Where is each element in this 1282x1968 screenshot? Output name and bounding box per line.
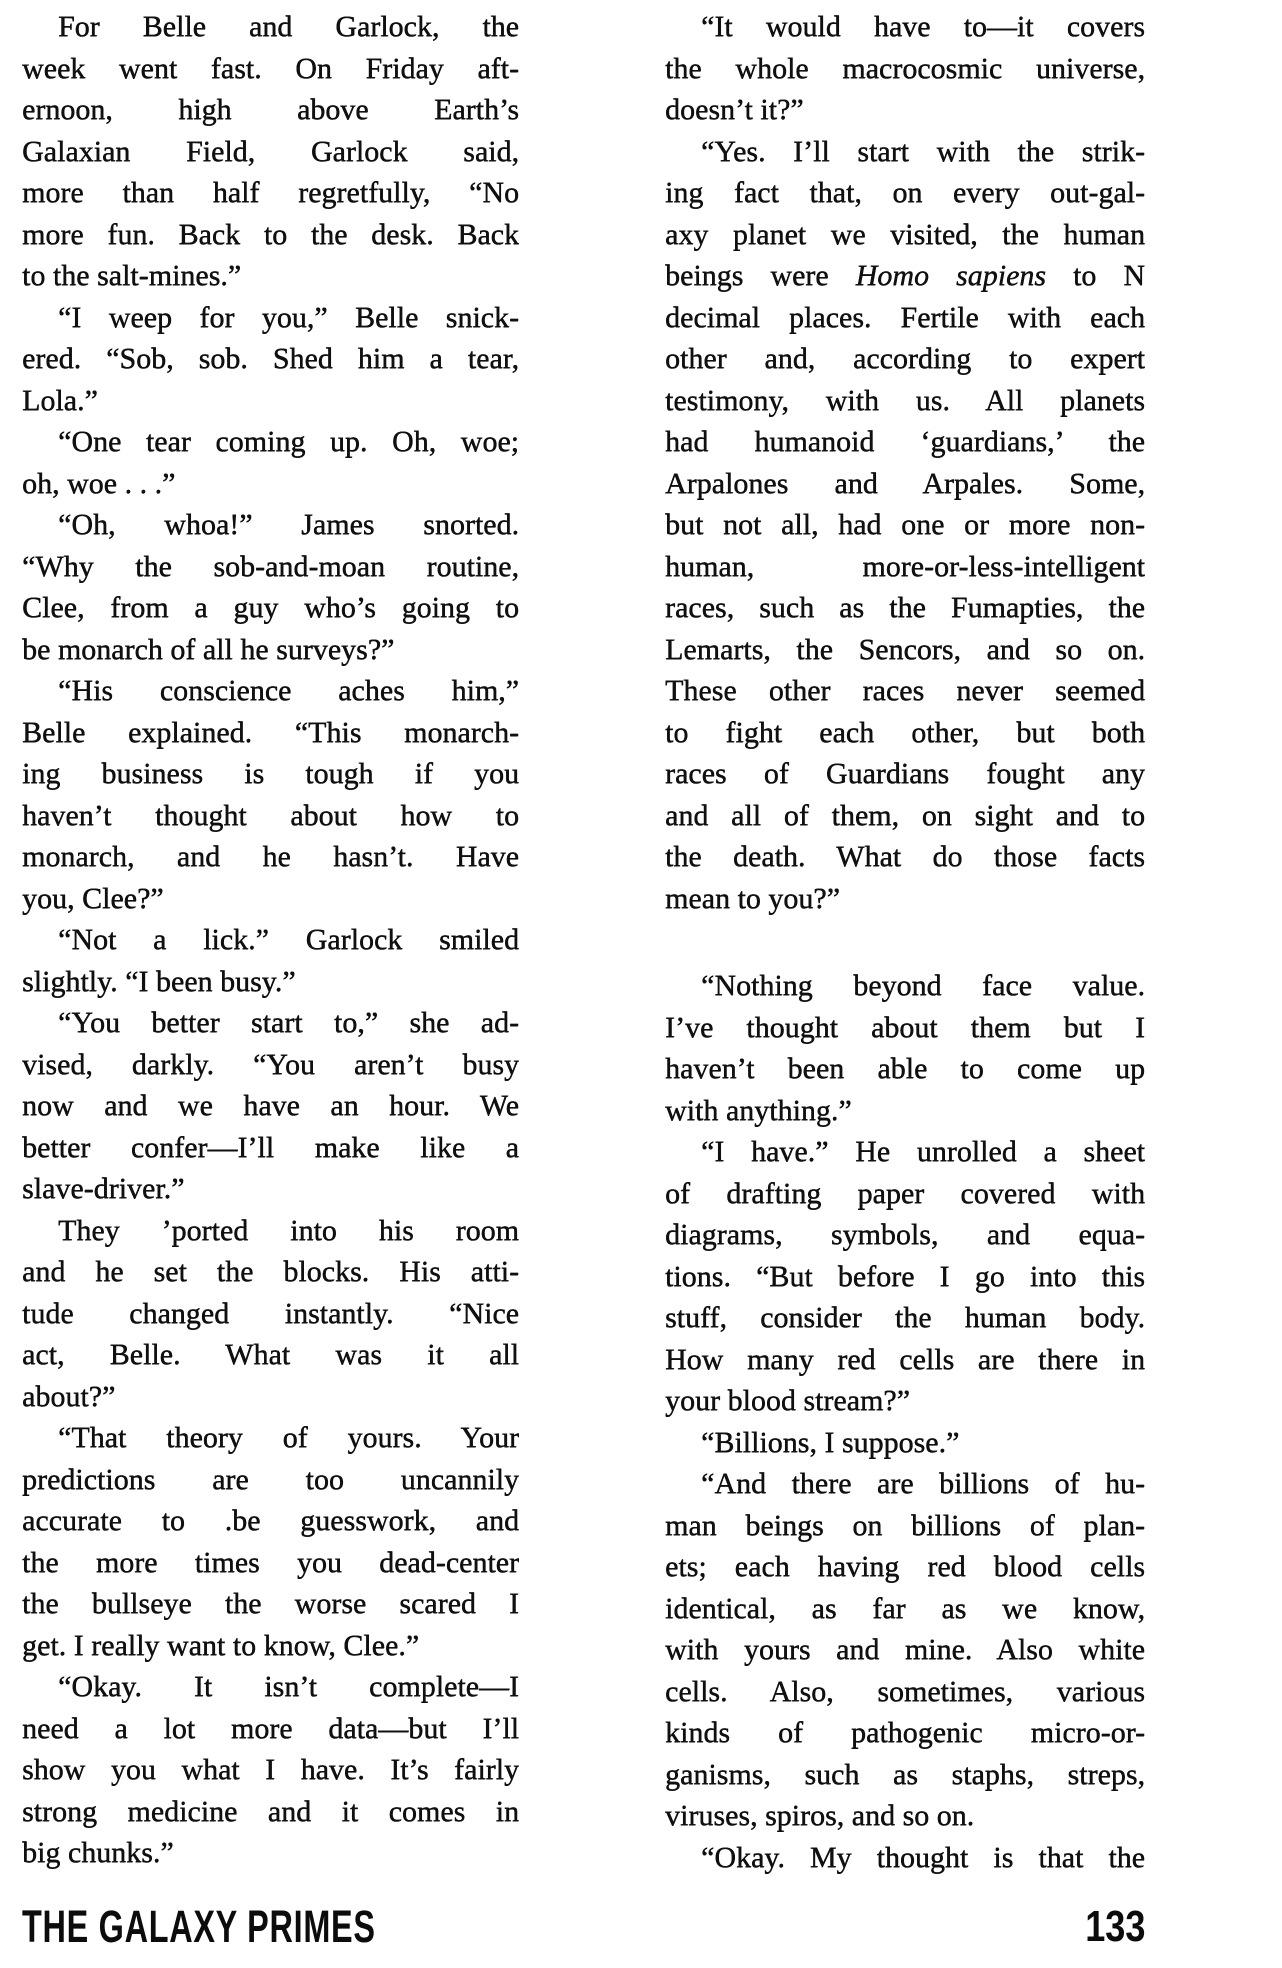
text-segment: “You better start to,” she ad- [58, 1006, 519, 1039]
text-segment: need a lot more data—but I’ll [22, 1711, 519, 1745]
text-line [22, 1085, 519, 1127]
text-segment: kinds of pathogenic micro-or- [665, 1716, 1145, 1749]
text-segment: predictions are too uncannily [22, 1462, 519, 1496]
text-segment: ing fact that, on every out-gal- [665, 176, 1145, 209]
text-segment: accurate to .be guesswork, and [22, 1504, 519, 1537]
text-line [665, 297, 1145, 339]
text-line [22, 1251, 519, 1293]
text-line [22, 1334, 519, 1376]
text-line [665, 421, 1145, 463]
text-segment: vised, darkly. “You aren’t busy [22, 1047, 519, 1081]
text-line [22, 1500, 519, 1542]
paragraph [665, 1422, 1145, 1464]
text-segment: mean to you?” [665, 881, 840, 915]
text-segment: ets; each having red blood cells [665, 1550, 1145, 1583]
text-segment: haven’t thought about how to [22, 798, 519, 832]
text-segment: “Billions, I suppose.” [701, 1425, 960, 1459]
text-line [665, 89, 1145, 131]
text-segment: the more times you dead-center [22, 1545, 519, 1579]
text-line [22, 89, 519, 131]
text-segment: “Oh, whoa!” James snorted. [58, 508, 519, 541]
paragraph [22, 297, 519, 422]
text-line [665, 1173, 1145, 1215]
text-line [665, 1712, 1145, 1754]
text-line [22, 255, 519, 297]
text-segment: with yours and mine. Also white [665, 1633, 1145, 1666]
text-line [22, 48, 519, 90]
text-segment: testimony, with us. All planets [665, 383, 1145, 417]
text-line [665, 1131, 1145, 1173]
text-line [22, 1542, 519, 1584]
text-segment: cells. Also, sometimes, various [665, 1674, 1145, 1708]
text-line [665, 546, 1145, 588]
text-segment: decimal places. Fertile with each [665, 300, 1145, 334]
text-line [665, 1588, 1145, 1630]
left-text-column [22, 6, 519, 1874]
text-line [22, 712, 519, 754]
paragraph [665, 1837, 1145, 1879]
text-segment: “Yes. I’ll start with the strik- [701, 134, 1145, 168]
text-line [665, 753, 1145, 795]
text-line [22, 172, 519, 214]
text-segment: Galaxian Field, Garlock said, [22, 134, 519, 168]
text-segment: “Okay. It isn’t complete—I [58, 1670, 519, 1703]
text-segment: tude changed instantly. “Nice [22, 1296, 519, 1330]
text-segment: How many red cells are there in [665, 1342, 1145, 1376]
text-segment: slave-driver.” [22, 1172, 185, 1205]
text-line [665, 1754, 1145, 1796]
text-line [665, 1505, 1145, 1547]
text-line [665, 214, 1145, 256]
text-segment: strong medicine and it comes in [22, 1794, 519, 1828]
text-line [665, 1629, 1145, 1671]
text-line [22, 961, 519, 1003]
text-segment: axy planet we visited, the human [665, 217, 1145, 251]
paragraph [665, 1131, 1145, 1422]
paragraph [665, 1463, 1145, 1837]
page-number: 133 [1084, 1902, 1145, 1951]
text-line [22, 1459, 519, 1501]
text-line [665, 1214, 1145, 1256]
text-segment: man beings on billions of plan- [665, 1508, 1145, 1542]
text-segment: “And there are billions of hu- [701, 1467, 1145, 1500]
text-segment: but not all, had one or more non- [665, 508, 1145, 541]
text-line [665, 1007, 1145, 1049]
text-line [22, 795, 519, 837]
paragraph [22, 1002, 519, 1210]
text-segment: show you what I have. It’s fairly [22, 1753, 519, 1786]
text-segment: you, Clee?” [22, 881, 164, 915]
text-line [665, 836, 1145, 878]
text-segment: I’ve thought about them but I [665, 1010, 1145, 1044]
text-line [22, 380, 519, 422]
text-line [22, 1417, 519, 1459]
text-line [22, 504, 519, 546]
text-line [665, 965, 1145, 1007]
text-line [22, 1293, 519, 1335]
text-segment: the death. What do those facts [665, 840, 1145, 873]
text-line [665, 1671, 1145, 1713]
text-segment: diagrams, symbols, and equa- [665, 1218, 1145, 1251]
text-segment: “Not a lick.” Garlock smiled [58, 923, 519, 956]
italic-text: Homo sapiens [855, 259, 1046, 292]
paragraph [22, 504, 519, 670]
text-line [665, 172, 1145, 214]
text-line [22, 878, 519, 920]
paragraph [22, 6, 519, 297]
text-segment: identical, as far as we know, [665, 1591, 1145, 1625]
text-line [665, 1422, 1145, 1464]
text-segment: with anything.” [665, 1093, 852, 1127]
paragraph [22, 670, 519, 919]
text-segment: better confer—I’ll make like a [22, 1130, 519, 1164]
text-line [665, 670, 1145, 712]
text-segment: “Why the sob-and-moan routine, [22, 549, 519, 583]
text-segment: tions. “But before I go into this [665, 1259, 1145, 1293]
text-segment: Lemarts, the Sencors, and so on. [665, 632, 1145, 666]
text-segment: be monarch of all he surveys?” [22, 632, 395, 666]
text-line [665, 795, 1145, 837]
text-segment: “It would have to—it covers [701, 10, 1145, 43]
text-line [22, 6, 519, 48]
text-segment: For Belle and Garlock, the [58, 10, 519, 43]
text-segment: “His conscience aches him,” [58, 674, 519, 707]
text-line [22, 131, 519, 173]
text-segment: doesn’t it?” [665, 93, 804, 126]
text-line [22, 919, 519, 961]
text-line [22, 670, 519, 712]
text-segment: other and, according to expert [665, 342, 1145, 375]
text-segment: of drafting paper covered with [665, 1176, 1145, 1210]
paragraph [665, 965, 1145, 1131]
text-line [665, 712, 1145, 754]
text-segment: ernoon, high above Earth’s [22, 93, 519, 126]
paragraph [665, 131, 1145, 920]
text-segment: week went fast. On Friday aft- [22, 51, 519, 85]
text-segment: your blood stream?” [665, 1384, 910, 1417]
text-segment: viruses, spiros, and so on. [665, 1799, 975, 1832]
text-line [665, 1546, 1145, 1588]
text-segment: had humanoid ‘guardians,’ the [665, 425, 1145, 458]
text-line [665, 1837, 1145, 1879]
text-segment: “Okay. My thought is that the [701, 1840, 1145, 1874]
right-text-column [665, 6, 1145, 1878]
text-segment: more fun. Back to the desk. Back [22, 217, 519, 251]
text-line [665, 1380, 1145, 1422]
text-segment: oh, woe . . .” [22, 466, 176, 500]
text-line [665, 587, 1145, 629]
text-segment: Clee, from a guy who’s going to [22, 591, 519, 624]
text-line [22, 421, 519, 463]
paragraph [22, 1210, 519, 1418]
text-segment: more than half regretfully, “No [22, 176, 519, 209]
text-segment: to fight each other, but both [665, 715, 1145, 749]
text-line [665, 6, 1145, 48]
text-line [665, 504, 1145, 546]
page-footer [0, 1903, 1282, 1955]
text-line [665, 463, 1145, 505]
text-segment: ing business is tough if you [22, 757, 519, 790]
text-segment: They ’ported into his room [58, 1213, 519, 1247]
text-line [22, 629, 519, 671]
text-segment: and all of them, on sight and to [665, 798, 1145, 832]
text-line [22, 1376, 519, 1418]
text-segment: to the salt-mines.” [22, 259, 242, 292]
text-segment: Belle explained. “This monarch- [22, 715, 519, 749]
text-segment: and he set the blocks. His atti- [22, 1255, 519, 1288]
text-segment: “One tear coming up. Oh, woe; [58, 425, 519, 458]
text-line [22, 753, 519, 795]
text-segment: slightly. “I been busy.” [22, 964, 296, 998]
text-segment: the bullseye the worse scared I [22, 1587, 519, 1620]
text-line [665, 629, 1145, 671]
text-line [22, 338, 519, 380]
text-line [22, 1002, 519, 1044]
text-line [22, 1210, 519, 1252]
text-segment: big chunks.” [22, 1836, 174, 1869]
text-segment: Arpalones and Arpales. Some, [665, 466, 1145, 500]
text-line [22, 297, 519, 339]
text-line [665, 1795, 1145, 1837]
text-line [665, 131, 1145, 173]
text-segment: “That theory of yours. Your [58, 1421, 519, 1454]
text-segment: Lola.” [22, 383, 98, 417]
text-segment: now and we have an hour. We [22, 1089, 519, 1122]
text-line [665, 1339, 1145, 1381]
text-line [22, 1666, 519, 1708]
text-segment: ganisms, such as staphs, streps, [665, 1757, 1145, 1791]
paragraph [22, 1666, 519, 1874]
text-segment: beings were [665, 259, 856, 292]
text-line [665, 1256, 1145, 1298]
text-segment: races of Guardians fought any [665, 757, 1145, 790]
text-line [22, 463, 519, 505]
text-segment: get. I really want to know, Clee.” [22, 1628, 420, 1662]
paragraph [22, 1417, 519, 1666]
text-line [22, 1044, 519, 1086]
text-line [22, 836, 519, 878]
text-segment: races, such as the Fumapties, the [665, 591, 1145, 624]
text-line [22, 1625, 519, 1667]
running-title: THE GALAXY PRIMES [22, 1901, 376, 1952]
text-line [665, 380, 1145, 422]
text-segment: “I weep for you,” Belle snick- [58, 300, 519, 334]
text-line [22, 214, 519, 256]
text-line [665, 878, 1145, 920]
text-segment: to N [1045, 259, 1145, 292]
text-segment: These other races never seemed [665, 674, 1145, 707]
paragraph [22, 919, 519, 1002]
text-line [665, 48, 1145, 90]
text-line [22, 546, 519, 588]
text-line [22, 1168, 519, 1210]
paragraph [22, 421, 519, 504]
text-line [665, 1090, 1145, 1132]
text-line [22, 1749, 519, 1791]
text-segment: about?” [22, 1379, 116, 1413]
text-line [665, 255, 1145, 297]
text-segment: haven’t been able to come up [665, 1052, 1145, 1085]
text-segment: act, Belle. What was it all [22, 1338, 519, 1371]
text-segment: the whole macrocosmic universe, [665, 51, 1145, 85]
text-line [22, 1832, 519, 1874]
text-segment: monarch, and he hasn’t. Have [22, 840, 519, 873]
text-line [22, 1791, 519, 1833]
text-line [22, 587, 519, 629]
text-segment: ered. “Sob, sob. Shed him a tear, [22, 342, 519, 375]
text-line [665, 1048, 1145, 1090]
text-segment: “Nothing beyond face value. [701, 969, 1145, 1002]
text-line [22, 1708, 519, 1750]
text-line [665, 338, 1145, 380]
paragraph [665, 6, 1145, 131]
text-segment: “I have.” He unrolled a sheet [701, 1135, 1145, 1168]
text-segment: human, more-or-less-intelligent [665, 549, 1145, 583]
text-segment: stuff, consider the human body. [665, 1301, 1145, 1334]
text-line [665, 1297, 1145, 1339]
text-line [22, 1583, 519, 1625]
text-line [22, 1127, 519, 1169]
text-line [665, 1463, 1145, 1505]
